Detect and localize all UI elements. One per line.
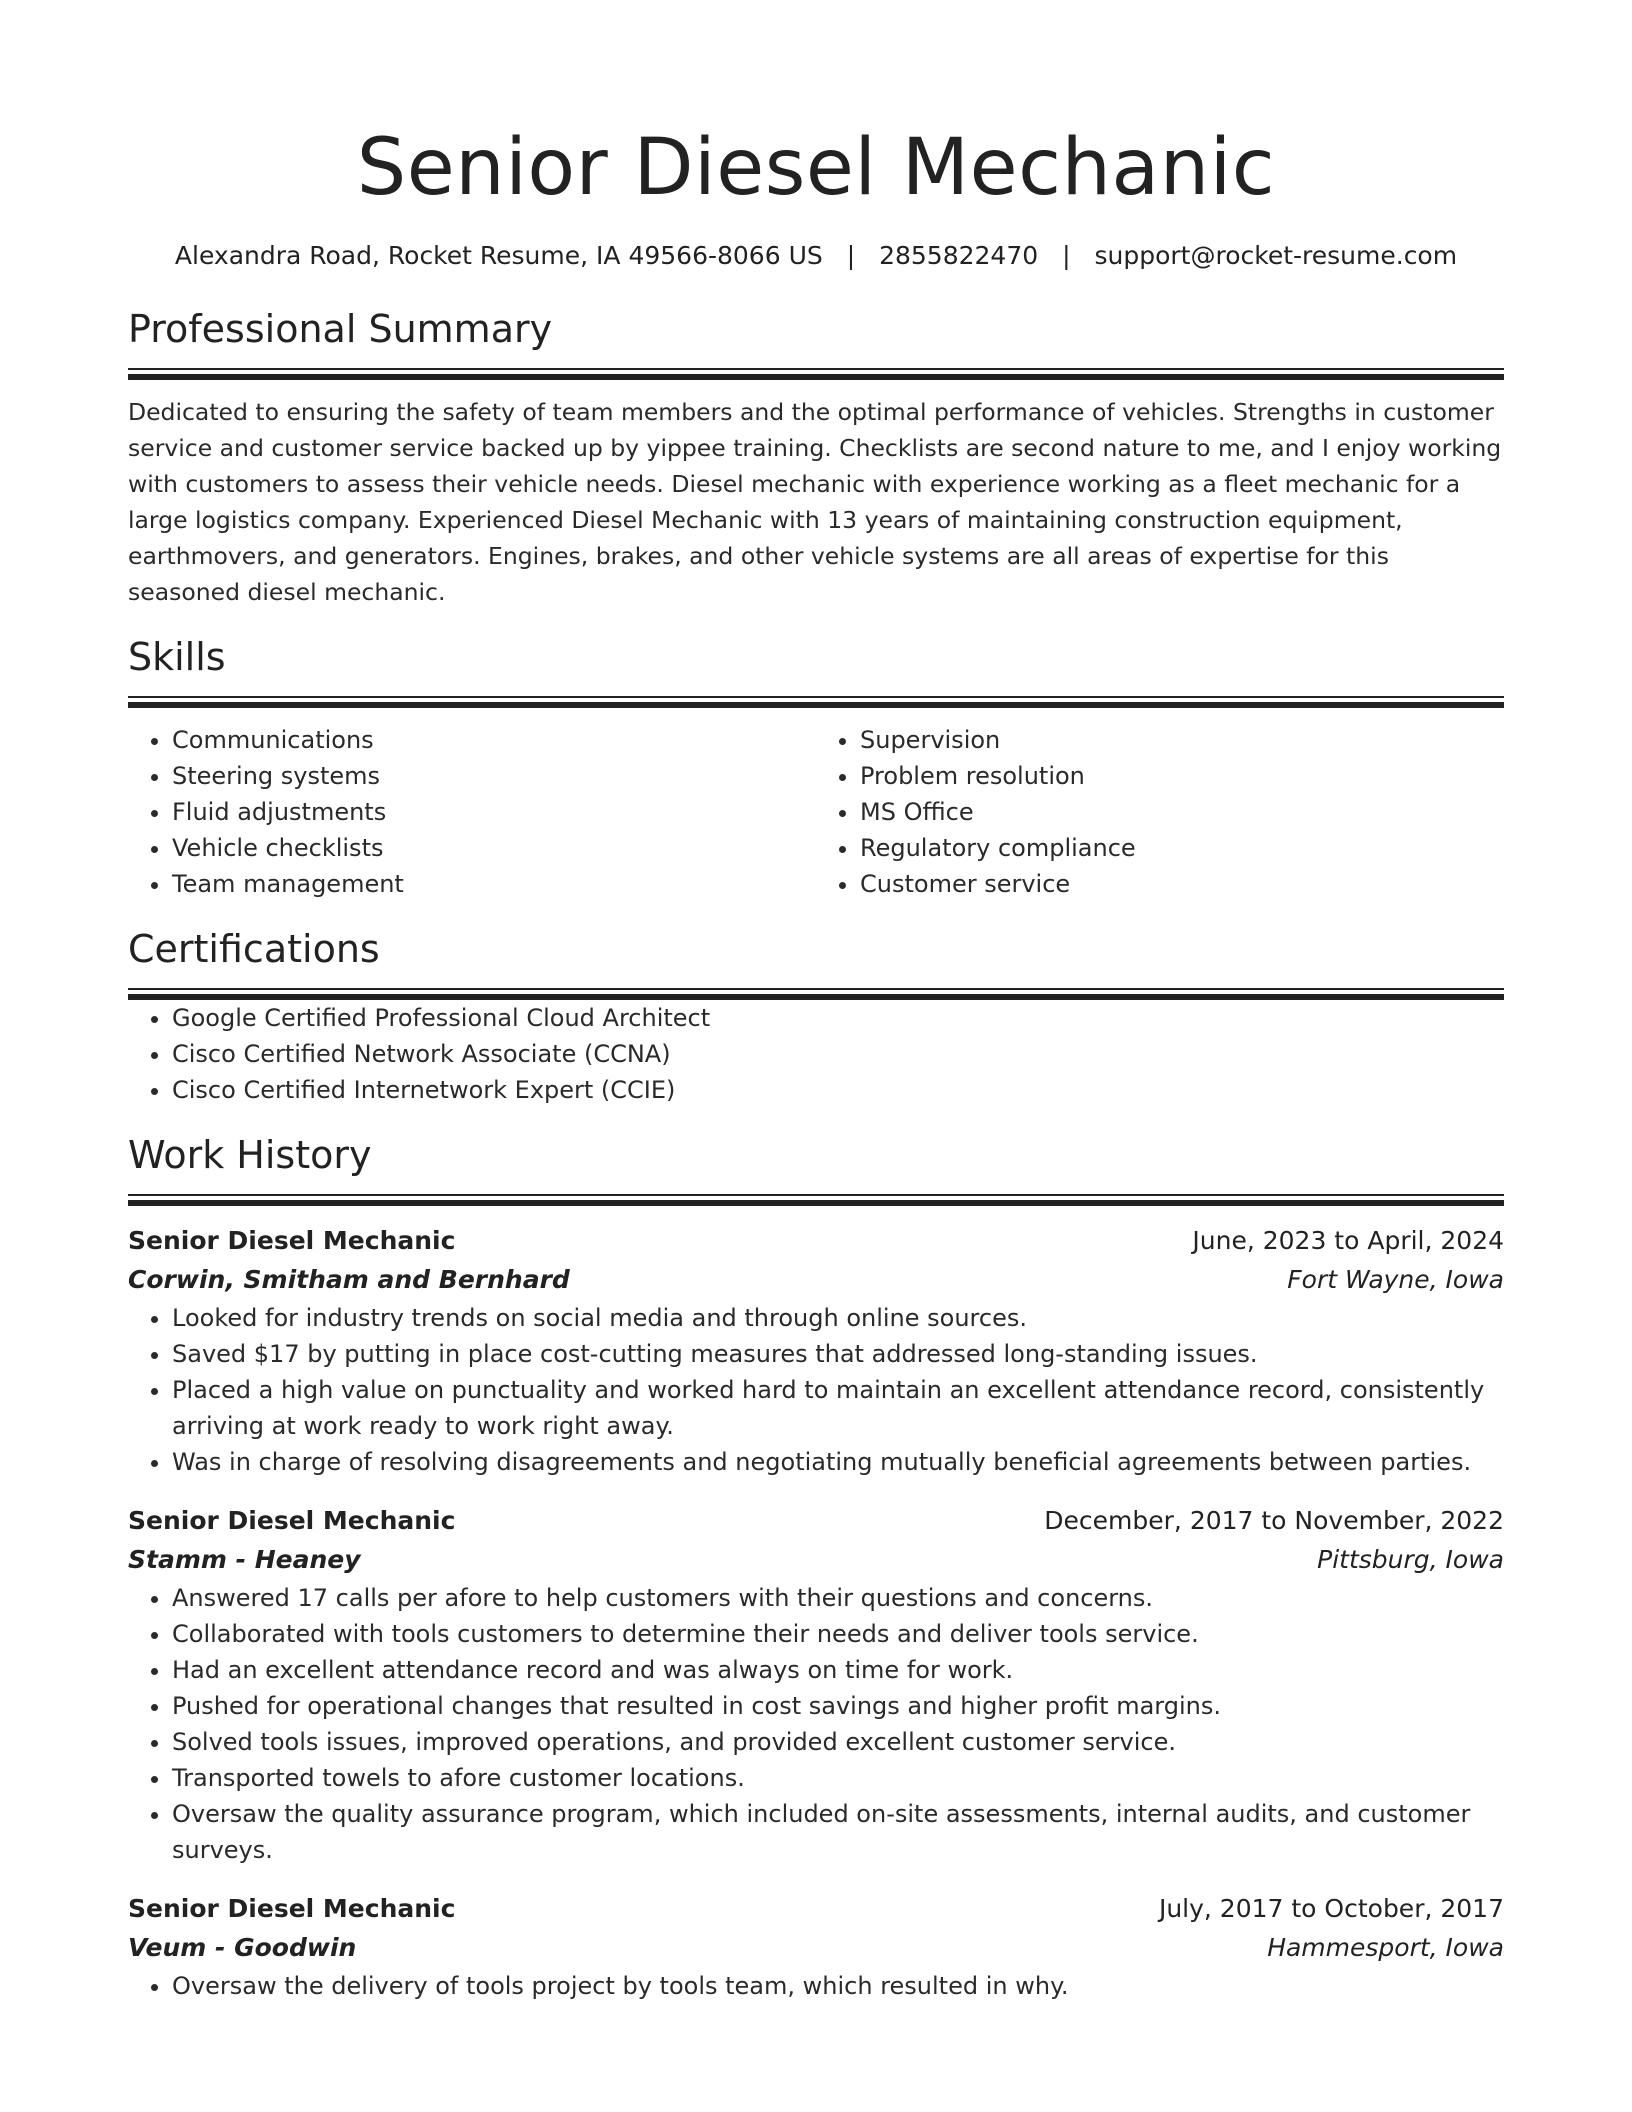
skill-item: • Steering systems: [172, 758, 816, 794]
skills-section: [128, 632, 1504, 902]
job-header-row: [128, 1890, 1504, 1928]
section-divider: [128, 988, 1504, 1000]
section-divider: [128, 368, 1504, 380]
skill-item: • Team management: [172, 866, 816, 902]
section-heading-skills: Skills: [128, 635, 226, 679]
job-duty-item: • Looked for industry trends on social media and through online sources.: [172, 1300, 1504, 1336]
certifications-list: [128, 1000, 1504, 1108]
skills-column-left: [128, 722, 816, 902]
certification-item: • Cisco Certified Network Associate (CCNA): [172, 1036, 1504, 1072]
job-title: Senior Diesel Mechanic: [128, 1226, 456, 1255]
skill-item: • Customer service: [860, 866, 1504, 902]
job-company-row: [128, 1540, 1504, 1580]
job-duty-item: • Transported towels to afore customer locations.: [172, 1760, 1504, 1796]
job-duty-item: • Oversaw the quality assurance program, which included on-site assessments, internal audits, and customer surveys.: [172, 1796, 1504, 1868]
job-title: Senior Diesel Mechanic: [128, 1506, 456, 1535]
job-company: Veum - Goodwin: [128, 1933, 357, 1962]
job-duty-item: • Had an excellent attendance record and was always on time for work.: [172, 1652, 1504, 1688]
job-entry: [128, 1222, 1504, 1480]
skills-column-right: [816, 722, 1504, 902]
job-duties-list: [128, 1968, 1504, 2004]
job-company-row: [128, 1928, 1504, 1968]
job-dates: June, 2023 to April, 2024: [1192, 1226, 1504, 1255]
section-divider: [128, 1194, 1504, 1206]
skill-item: • Regulatory compliance: [860, 830, 1504, 866]
contact-phone: 2855822470: [879, 241, 1039, 270]
job-location: Hammesport, Iowa: [1267, 1933, 1504, 1962]
job-duties-list: [128, 1300, 1504, 1480]
job-duty-item: • Answered 17 calls per afore to help customers with their questions and concerns.: [172, 1580, 1504, 1616]
summary-section: [128, 304, 1504, 610]
job-dates: July, 2017 to October, 2017: [1158, 1894, 1504, 1923]
skill-item: • Fluid adjustments: [172, 794, 816, 830]
job-header-row: [128, 1222, 1504, 1260]
contact-address: Alexandra Road, Rocket Resume, IA 49566-8066 US: [174, 241, 823, 270]
job-location: Pittsburg, Iowa: [1317, 1545, 1504, 1574]
job-company: Corwin, Smitham and Bernhard: [128, 1265, 570, 1294]
job-duty-item: • Saved $17 by putting in place cost-cutting measures that addressed long-standing issues.: [172, 1336, 1504, 1372]
skills-list-right: [816, 722, 1504, 902]
job-duty-item: • Pushed for operational changes that resulted in cost savings and higher profit margins.: [172, 1688, 1504, 1724]
job-title: Senior Diesel Mechanic: [128, 1894, 456, 1923]
contact-separator: |: [1062, 241, 1071, 270]
job-duty-item: • Oversaw the delivery of tools project by tools team, which resulted in why.: [172, 1968, 1504, 2004]
contact-separator: |: [846, 241, 856, 270]
skills-grid: [128, 722, 1504, 902]
skill-item: • Communications: [172, 722, 816, 758]
contact-email: support@rocket-resume.com: [1094, 241, 1458, 270]
skills-list-left: [128, 722, 816, 902]
job-entry: [128, 1502, 1504, 1868]
certification-item: • Cisco Certified Internetwork Expert (CCIE): [172, 1072, 1504, 1108]
job-company-row: [128, 1260, 1504, 1300]
job-entry: [128, 1890, 1504, 2004]
contact-line: [128, 238, 1504, 274]
summary-paragraph: Dedicated to ensuring the safety of team members and the optimal performance of vehicles. Strengths in customer service and customer service backed up by yippee training. Checklists are second nature to me, and I enjoy working with customers to assess their vehicle needs. Diesel mechanic with experience working as a fleet mechanic for a large logistics company. Experienced Diesel Mechanic with 13 years of maintaining construction equipment, earthmovers, and generators. Engines, brakes, and other vehicle systems are all areas of expertise for this seasoned diesel mechanic.: [128, 398, 1502, 606]
section-divider: [128, 696, 1504, 708]
skill-item: • Vehicle checklists: [172, 830, 816, 866]
work-history-section: [128, 1130, 1504, 2004]
certification-item: • Google Certified Professional Cloud Architect: [172, 1000, 1504, 1036]
skill-item: • MS Office: [860, 794, 1504, 830]
job-header-row: [128, 1502, 1504, 1540]
job-dates: December, 2017 to November, 2022: [1044, 1506, 1504, 1535]
skill-item: • Supervision: [860, 722, 1504, 758]
section-heading-work-history: Work History: [128, 1133, 372, 1177]
job-company: Stamm - Heaney: [128, 1545, 361, 1574]
section-heading-certifications: Certifications: [128, 927, 380, 971]
job-duty-item: • Collaborated with tools customers to determine their needs and deliver tools service.: [172, 1616, 1504, 1652]
resume-title: Senior Diesel Mechanic: [356, 123, 1276, 213]
skill-item: • Problem resolution: [860, 758, 1504, 794]
job-location: Fort Wayne, Iowa: [1287, 1265, 1504, 1294]
section-heading-summary: Professional Summary: [128, 307, 553, 351]
job-duty-item: • Was in charge of resolving disagreements and negotiating mutually beneficial agreements between parties.: [172, 1444, 1504, 1480]
job-duties-list: [128, 1580, 1504, 1868]
job-duty-item: • Solved tools issues, improved operations, and provided excellent customer service.: [172, 1724, 1504, 1760]
certifications-section: [128, 924, 1504, 1108]
job-duty-item: • Placed a high value on punctuality and worked hard to maintain an excellent attendance record, consistently arriving at work ready to work right away.: [172, 1372, 1504, 1444]
